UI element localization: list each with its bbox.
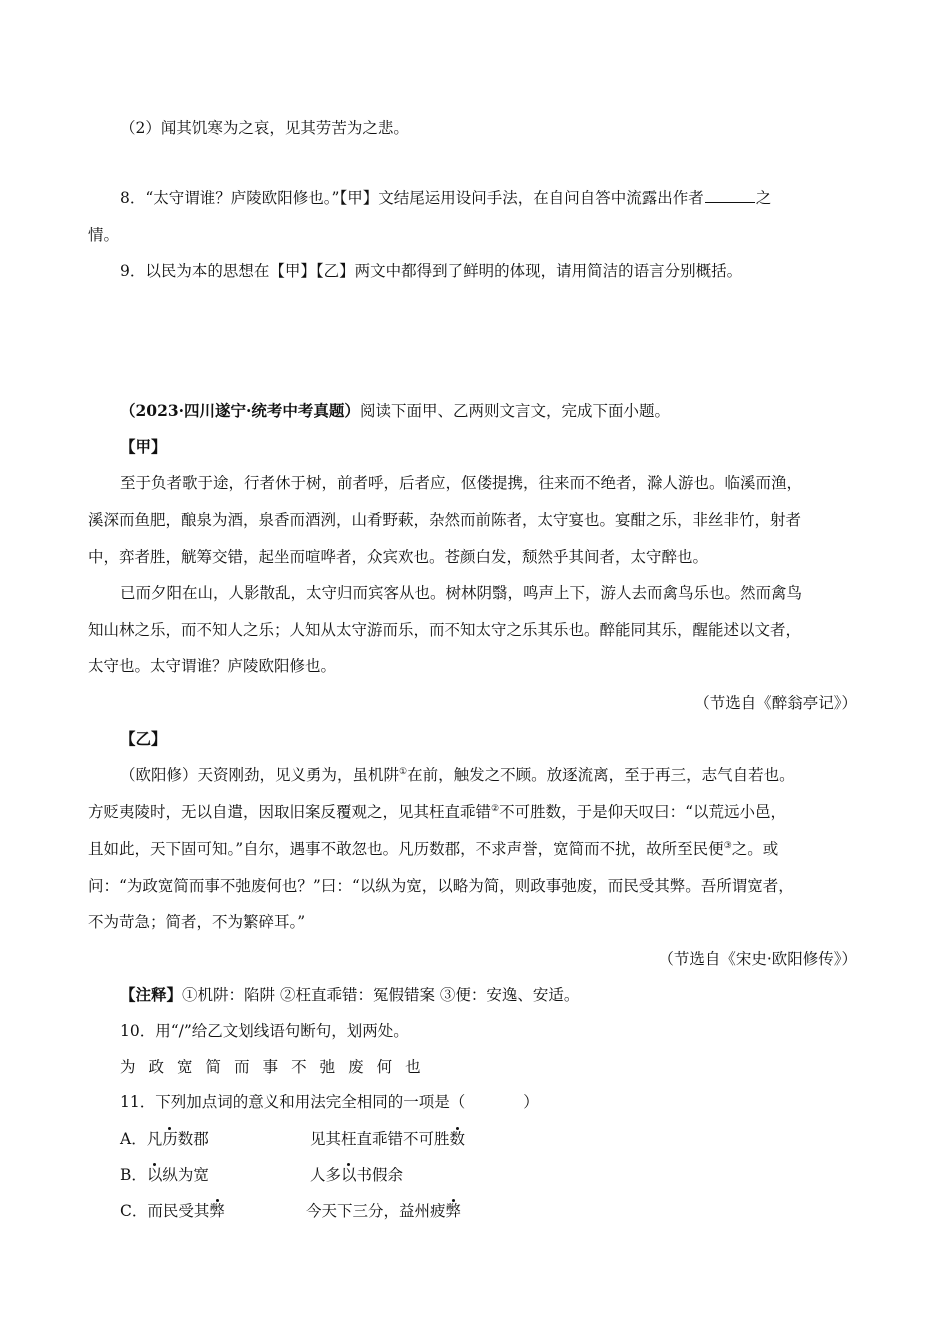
question-11	[120, 1092, 539, 1112]
option-text: 数郡	[177, 1130, 209, 1148]
jia-line: 已而夕阳在山，人影散乱，太守归而宾客从也。树林阴翳，鸣声上下，游人去而禽鸟乐也。然而禽鸟	[120, 584, 803, 602]
q10-char[interactable]: 宽	[177, 1058, 193, 1076]
q10-char[interactable]: 弛	[319, 1058, 336, 1076]
q11-text-after: ）	[523, 1093, 539, 1111]
dotted-word: 弊	[445, 1202, 462, 1220]
q8-answer-blank[interactable]	[705, 188, 755, 203]
q10-char[interactable]: 废	[348, 1058, 364, 1076]
option-text: 见其枉直乖错不可胜	[310, 1130, 450, 1148]
exam-source: （2023·四川遂宁·统考中考真题）	[120, 401, 360, 420]
q8-wrap: 情。	[88, 226, 120, 244]
q10-char[interactable]: 何	[376, 1058, 393, 1076]
jia-line: 知山林之乐，而不知人之乐；人知从太守游而乐，而不知太守之乐其乐也。醉能同其乐，醒能述以文者，	[88, 621, 802, 639]
yi-line: 不为苛急；简者，不为繁碎耳。”	[88, 913, 306, 931]
notes-label: 【注释】	[120, 985, 183, 1004]
yi-line	[120, 765, 795, 785]
jia-source: （节选自《醉翁亭记》）	[694, 694, 857, 712]
yi-text: 且如此，天下固可知。”自尔，遇事不敢忽也。凡历数郡，不求声誉，宽简而不扰，故所至民便	[88, 840, 724, 858]
q10-char[interactable]: 为	[120, 1058, 136, 1076]
q10-char[interactable]: 事	[262, 1058, 279, 1076]
jia-label: 【甲】	[120, 437, 167, 456]
notes-text: ①机阱：陷阱 ②枉直乖错：冤假错案 ③便：安逸、安适。	[182, 986, 580, 1004]
q11-option-a[interactable]	[120, 1129, 466, 1149]
option-label: B．	[120, 1166, 147, 1184]
q11-option-c[interactable]	[120, 1201, 462, 1221]
jia-line: 中，弈者胜，觥筹交错，起坐而喧哗者，众宾欢也。苍颜白发，颓然乎其间者，太守醉也。	[88, 548, 709, 566]
dotted-word: 数	[449, 1130, 466, 1148]
yi-text: 不可胜数，于是仰天叹曰：“以荒远小邑，	[499, 803, 787, 821]
question-8	[120, 188, 771, 208]
q11-text: 11．下列加点词的意义和用法完全相同的一项是（	[120, 1093, 466, 1111]
q10-sentence[interactable]	[120, 1057, 434, 1077]
option-label: A．	[120, 1130, 147, 1148]
yi-line: 问：“为政宽简而事不弛废何也？”曰：“以纵为宽，以略为简，则政事弛废，而民受其弊。吾所谓宽者，	[88, 877, 794, 895]
question-10: 10．用“/”给乙文划线语句断句，划两处。	[120, 1022, 409, 1040]
yi-text: 之。或	[731, 840, 779, 858]
yi-text: 方贬夷陵时，无以自遣，因取旧案反覆观之，见其枉直乖错	[88, 803, 492, 821]
option-text: 而民受其	[147, 1202, 210, 1220]
q7-item-2: （2）闻其饥寒为之哀，见其劳苦为之悲。	[120, 119, 409, 137]
option-compare	[310, 1165, 403, 1185]
q11-option-b[interactable]	[120, 1165, 404, 1185]
jia-line: 溪深而鱼肥，酿泉为酒，泉香而酒洌，山肴野蔌，杂然而前陈者，太守宴也。宴酣之乐，非丝非竹，射者	[88, 511, 802, 529]
q10-char[interactable]: 而	[234, 1058, 250, 1076]
intro-text: 阅读下面甲、乙两则文言文，完成下面小题。	[359, 402, 670, 420]
option-text: 纵为宽	[162, 1166, 209, 1184]
q8-text-after: 之	[755, 189, 772, 207]
jia-line: 太守也。太守谓谁？庐陵欧阳修也。	[88, 657, 337, 675]
note-ref-2: ②	[491, 803, 500, 814]
yi-text: （欧阳修）天资刚劲，见义勇为，虽机阱	[120, 766, 400, 784]
dotted-word: 以	[341, 1166, 357, 1184]
q10-char[interactable]: 也	[405, 1058, 421, 1076]
jia-line: 至于负者歌于途，行者休于树，前者呼，后者应，伛偻提携，往来而不绝者，滁人游也。临溪而渔，	[120, 474, 803, 492]
yi-source: （节选自《宋史·欧阳修传》）	[658, 950, 857, 968]
notes	[120, 985, 579, 1005]
yi-line	[88, 839, 778, 859]
question-9: 9．以民为本的思想在【甲】【乙】两文中都得到了鲜明的体现，请用简洁的语言分别概括。	[120, 262, 743, 280]
q10-char[interactable]: 政	[148, 1058, 165, 1076]
yi-text: 在前，触发之不顾。放逐流离，至于再三，志气自若也。	[407, 766, 795, 784]
option-compare	[310, 1129, 465, 1149]
option-label: C．	[120, 1202, 148, 1220]
option-compare	[306, 1201, 461, 1221]
option-text: 书假余	[356, 1166, 404, 1184]
q10-char[interactable]: 简	[205, 1058, 222, 1076]
dotted-word: 历	[162, 1130, 178, 1148]
option-text: 今天下三分，益州疲	[306, 1202, 446, 1220]
yi-line	[88, 802, 786, 822]
dotted-word: 弊	[209, 1202, 225, 1220]
q8-text: 8．“太守谓谁？庐陵欧阳修也。”【甲】文结尾运用设问手法，在自问自答中流露出作者	[120, 189, 704, 207]
q10-char[interactable]: 不	[291, 1058, 307, 1076]
note-ref-3: ③	[723, 840, 732, 851]
option-text: 人多	[310, 1166, 342, 1184]
yi-label: 【乙】	[120, 729, 167, 748]
note-ref-1: ①	[399, 766, 408, 777]
passage-intro	[120, 401, 670, 421]
option-text: 凡	[146, 1130, 163, 1148]
dotted-word: 以	[146, 1166, 163, 1184]
